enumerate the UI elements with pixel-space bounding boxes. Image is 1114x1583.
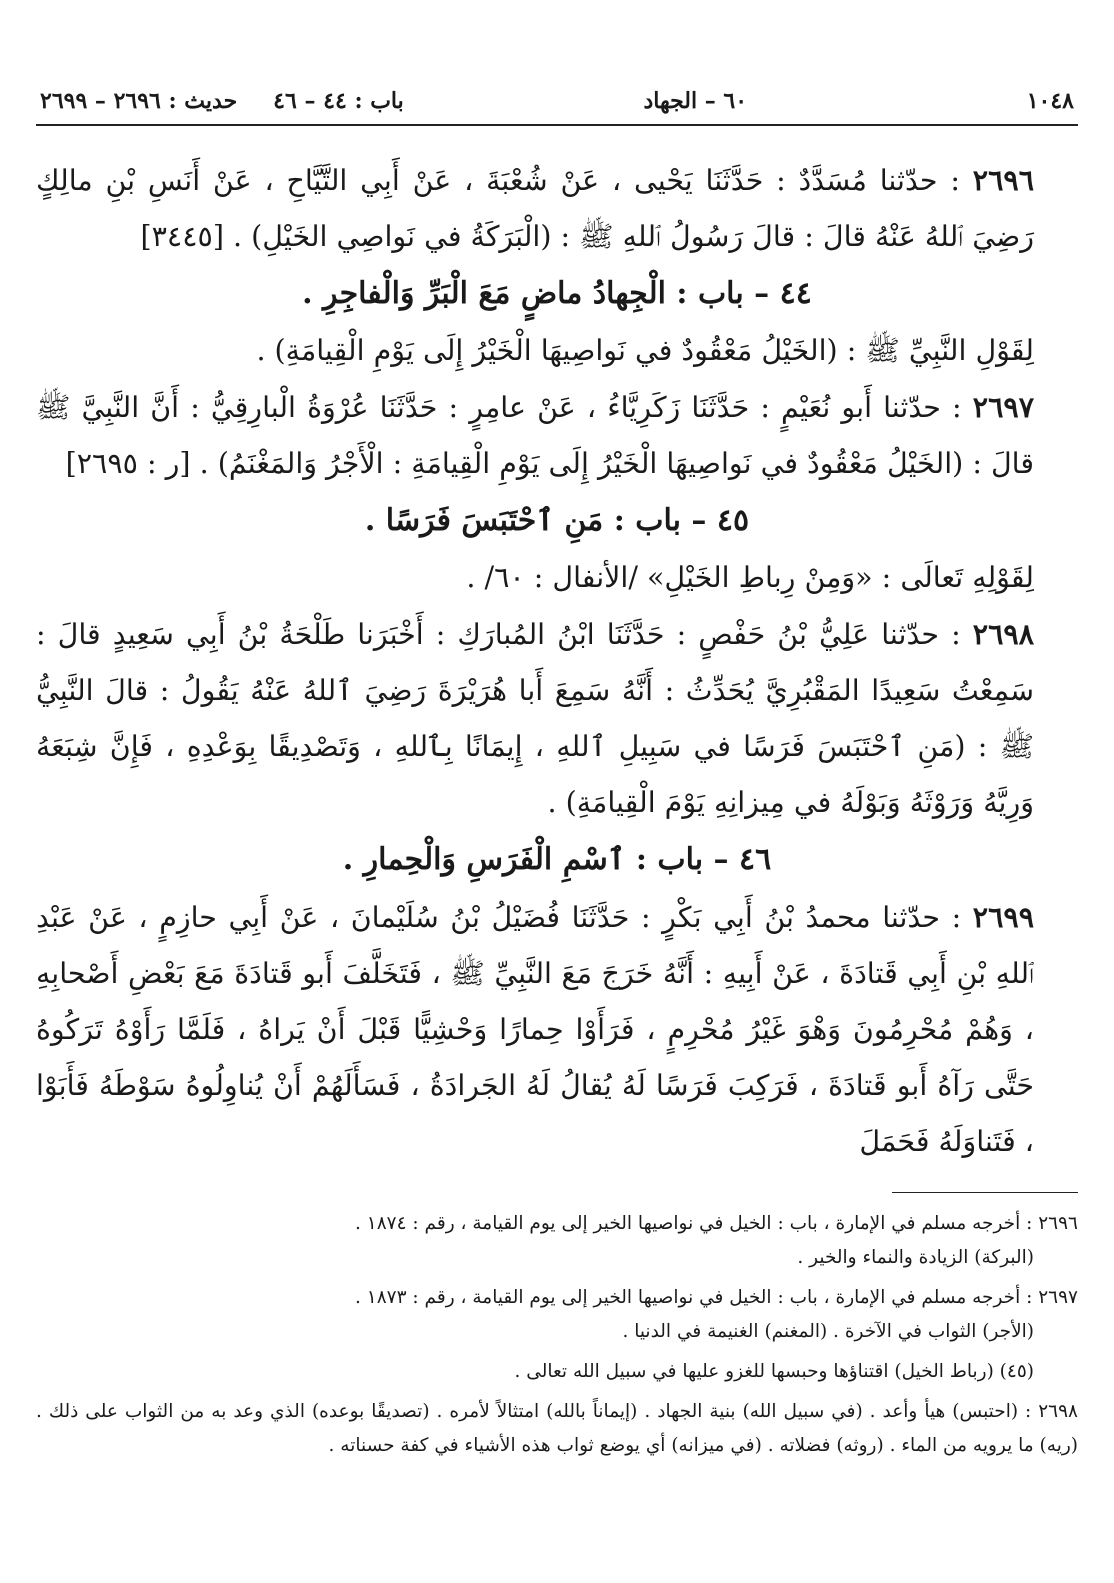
book-page [36, 70, 1078, 1463]
hadith-body: : حدّثنا أَبو نُعَيْمٍ : حَدَّثَنَا زَكَرِيَّاءُ ، عَنْ عامِرٍ : حَدَّثَنَا عُرْوَةُ الْبارِقِيُّ : أَنَّ النَّبِيَّ ﷺ قالَ : (الخَيْلُ مَعْقُودٌ في نَواصِيهَا الْخَيْرُ إِلَى يَوْمِ الْقِيامَةِ : الْأَجْرُ وَالمَغْنَمُ) . [ر : ٢٦٩٥] [36, 391, 1034, 480]
running-header [36, 70, 1078, 126]
hadith-2697 [36, 379, 1078, 492]
chapter-44-text: لِقَوْلِ النَّبِيِّ ﷺ : (الخَيْلُ مَعْقُودٌ في نَواصِيهَا الْخَيْرُ إِلَى يَوْمِ الْقِيامَةِ) . [256, 334, 1034, 367]
chapter-45-title: ٤٥ – باب : مَنِ ٱحْتَبَسَ فَرَسًا . [364, 503, 750, 538]
book-title: ٦٠ – الجهاد [643, 88, 748, 114]
footnote-2696: ٢٦٩٦ : أخرجه مسلم في الإمارة ، باب : الخيل في نواصيها الخير إلى يوم القيامة ، رقم : ١٨٧٤ . [355, 1213, 1078, 1234]
hadith-range: حديث : ٢٦٩٦ – ٢٦٩٩ [40, 88, 238, 114]
main-text [36, 152, 1078, 1170]
chapter-46-title: ٤٦ – باب : ٱسْمِ الْفَرَسِ وَالْحِمارِ . [342, 842, 772, 877]
hadith-number: ٢٦٩٨ [972, 617, 1034, 651]
hadith-2696 [36, 152, 1078, 265]
footnote-divider [892, 1192, 1078, 1193]
footnote-2696-gloss: (البركة) الزيادة والنماء والخير . [797, 1247, 1034, 1268]
footnote-chapter-45: (٤٥) (رباط الخيل) اقتناؤها وحبسها للغزو عليها في سبيل الله تعالى . [514, 1361, 1034, 1382]
chapter-44-title: ٤٤ – باب : الْجِهادُ ماضٍ مَعَ الْبَرِّ وَالْفاجِرِ . [302, 276, 812, 311]
hadith-2698 [36, 606, 1078, 831]
chapter-45-text: لِقَوْلِهِ تَعالَى : «وَمِنْ رِباطِ الخَيْلِ» /الأنفال : ٦٠/ . [466, 561, 1034, 594]
footnote-2697: ٢٦٩٧ : أخرجه مسلم في الإمارة ، باب : الخيل في نواصيها الخير إلى يوم القيامة ، رقم : ١٨٧٣ . [355, 1287, 1078, 1308]
page-number: ١٠٤٨ [1026, 88, 1074, 114]
footnote-2697-gloss: (الأجر) الثواب في الآخرة . (المغنم) الغنيمة في الدنيا . [622, 1321, 1034, 1342]
hadith-body: : حدّثنا عَلِيُّ بْنُ حَفْصٍ : حَدَّثَنَا ابْنُ المُبارَكِ : أَخْبَرَنا طَلْحَةُ بْنُ أَبِي سَعِيدٍ قالَ : سَمِعْتُ سَعِيدًا المَقْبُرِيَّ يُحَدِّثُ : أَنَّهُ سَمِعَ أَبا هُرَيْرَةَ رَضِيَ ٱللهُ عَنْهُ يَقُولُ : قالَ النَّبِيُّ ﷺ : (مَنِ ٱحْتَبَسَ فَرَسًا في سَبِيلِ ٱللهِ ، إِيمَانًا بِٱللهِ ، وَتَصْدِيقًا بِوَعْدِهِ ، فَإِنَّ شِبَعَهُ وَرِيَّهُ وَرَوْثَهُ وَبَوْلَهُ في مِيزانِهِ يَوْمَ الْقِيامَةِ) . [36, 618, 1034, 819]
hadith-2699 [36, 889, 1078, 1170]
hadith-number: ٢٦٩٧ [972, 390, 1034, 424]
chapter-range: باب : ٤٤ – ٤٦ [273, 88, 404, 114]
hadith-body: : حدّثنا مُسَدَّدٌ : حَدَّثَنَا يَحْيى ، عَنْ شُعْبَةَ ، عَنْ أَبِي التَّيَّاحِ ، عَنْ أَنَسِ بْنِ مالِكٍ رَضِيَ ٱللهُ عَنْهُ قالَ : قالَ رَسُولُ ٱللهِ ﷺ : (الْبَرَكَةُ في نَواصِي الخَيْلِ) . [٣٤٤٥] [36, 164, 1034, 253]
hadith-number: ٢٦٩٩ [972, 900, 1035, 934]
hadith-body: : حدّثنا محمدُ بْنُ أَبِي بَكْرٍ : حَدَّثَنَا فُضَيْلُ بْنُ سُلَيْمانَ ، عَنْ أَبِي حازِمٍ ، عَنْ عَبْدِ ٱللهِ بْنِ أَبِي قَتادَةَ ، عَنْ أَبِيهِ : أَنَّهُ خَرَجَ مَعَ النَّبِيِّ ﷺ ، فَتَخَلَّفَ أَبو قَتادَةَ مَعَ بَعْضِ أَصْحابِهِ ، وَهُمْ مُحْرِمُونَ وَهْوَ غَيْرُ مُحْرِمٍ ، فَرَأَوْا حِمارًا وَحْشِيًّا قَبْلَ أَنْ يَراهُ ، فَلَمَّا رَأَوْهُ تَرَكُوهُ حَتَّى رَآهُ أَبو قَتادَةَ ، فَرَكِبَ فَرَسًا لَهُ يُقالُ لَهُ الجَرادَةُ ، فَسَأَلَهُمْ أَنْ يُناوِلُوهُ سَوْطَهُ فَأَبَوْا ، فَتَناوَلَهُ فَحَمَلَ [36, 901, 1034, 1158]
hadith-number: ٢٦٩٦ [972, 163, 1035, 197]
footnote-2698: ٢٦٩٨ : (احتبس) هيأ وأعد . (في سبيل الله) بنية الجهاد . (إيماناً بالله) امتثالاً لأمره . (تصديقًا بوعده) الذي وعد به من الثواب على ذلك . (ريه) ما يرويه من الماء . (روثه) فضلاته . (في ميزانه) أي يوضع ثواب هذه الأشياء في كفة حسناته . [36, 1401, 1078, 1456]
footnotes [36, 1207, 1078, 1463]
